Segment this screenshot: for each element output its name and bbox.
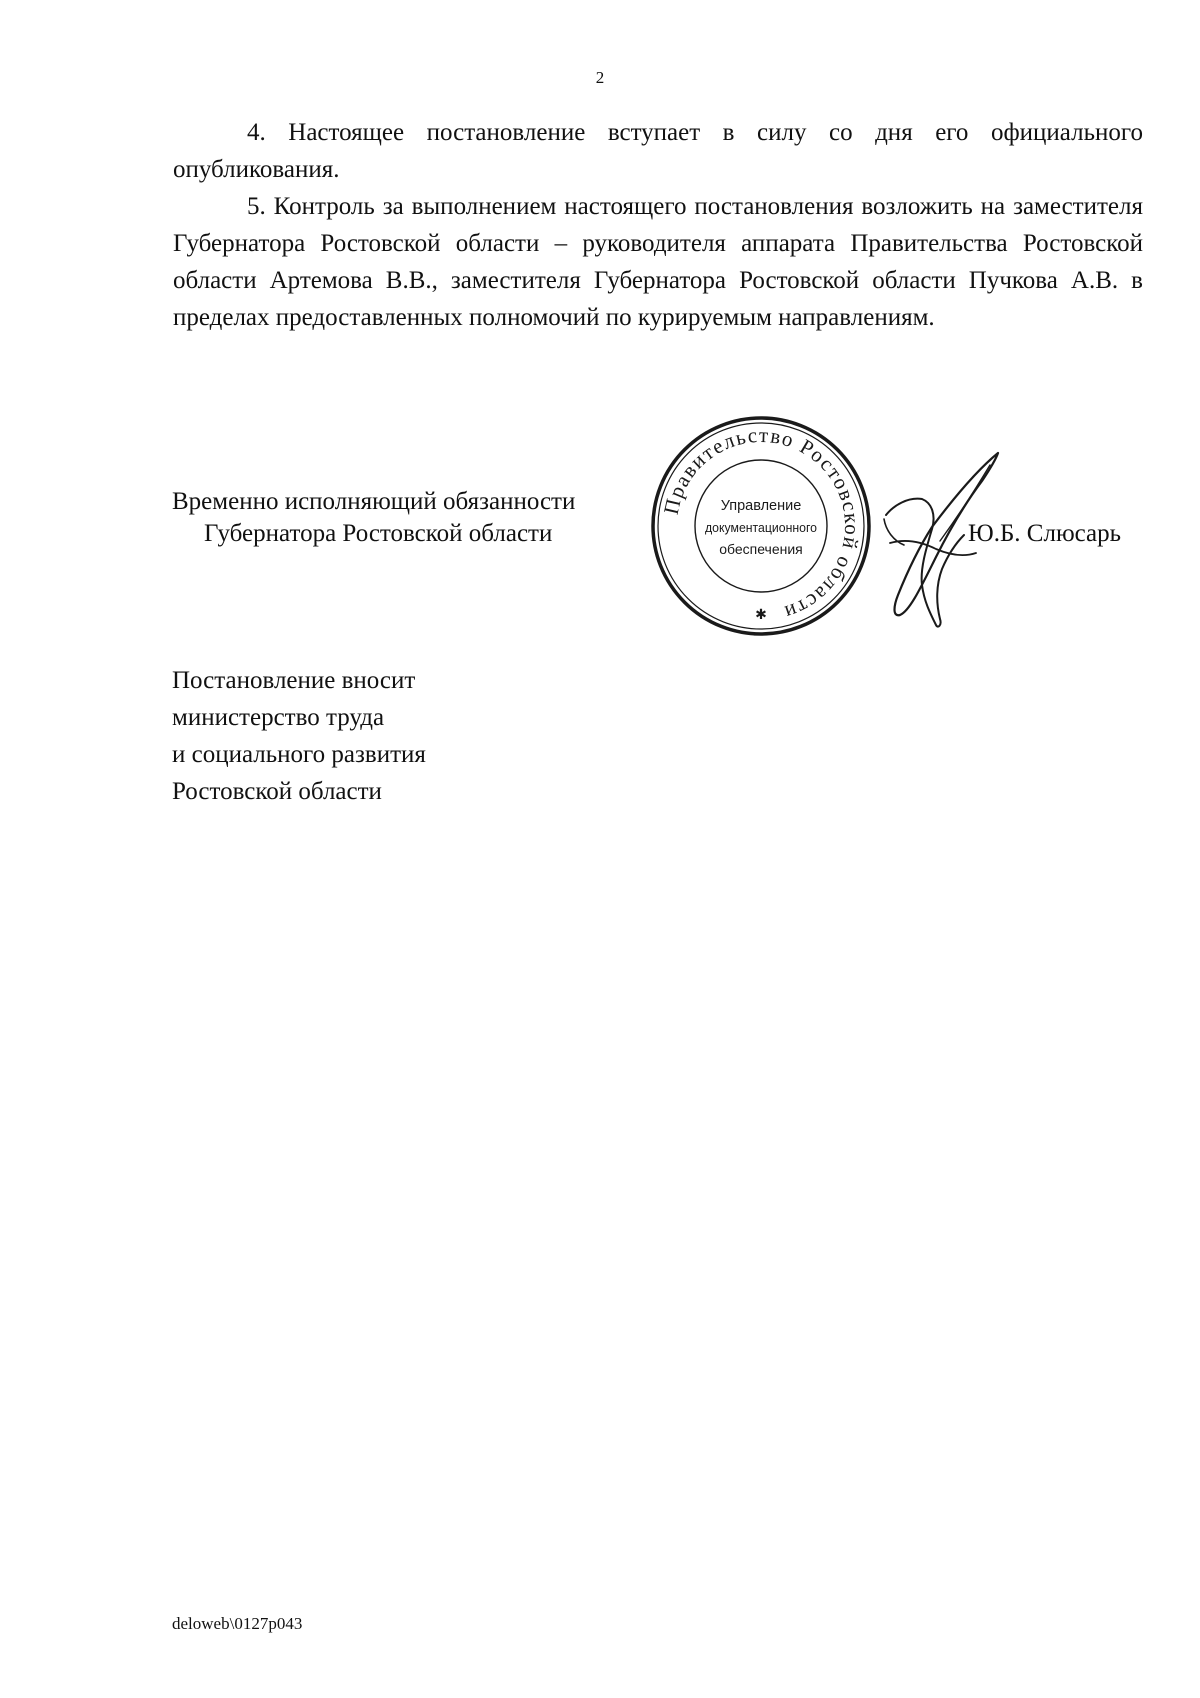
contributor-line4: Ростовской области (172, 778, 382, 805)
signatory-position-line1: Временно исполняющий обязанности (172, 488, 576, 515)
seal-ring-text: Правительство Ростовской области (658, 422, 865, 626)
signatory-position (172, 486, 575, 550)
official-seal-icon (650, 415, 872, 637)
signatory-name: Ю.Б. Слюсарь (968, 520, 1122, 547)
page-number: 2 (595, 68, 605, 87)
seal-center-line2: документационного (705, 520, 817, 535)
svg-text:✱: ✱ (755, 607, 767, 623)
footer-code: deloweb\0127p043 (172, 1614, 303, 1633)
contributor-line2: министерство труда (172, 704, 385, 731)
paragraph-4: 4. Настоящее постановление вступает в силу со дня его официального опубликования. (173, 119, 1143, 183)
paragraph-5: 5. Контроль за выполнением настоящего постановления возложить на заместителя Губернатора Ростовской области – руководителя аппарата Правительства Ростовской области Артемова В.В., заместителя Губернатора Ростовской области Пучкова А.В. в пределах предоставленных полномочий по курируемым направлениям. (173, 193, 1143, 331)
seal-center-line1: Управление (720, 498, 802, 514)
document-body (173, 114, 1143, 336)
seal-center-line3: обеспечения (719, 541, 803, 557)
contributor-line1: Постановление вносит (172, 667, 416, 694)
contributor-line3: и социального развития (172, 741, 426, 768)
signatory-position-line2: Губернатора Ростовской области (204, 520, 553, 547)
contributor-block (172, 662, 426, 810)
